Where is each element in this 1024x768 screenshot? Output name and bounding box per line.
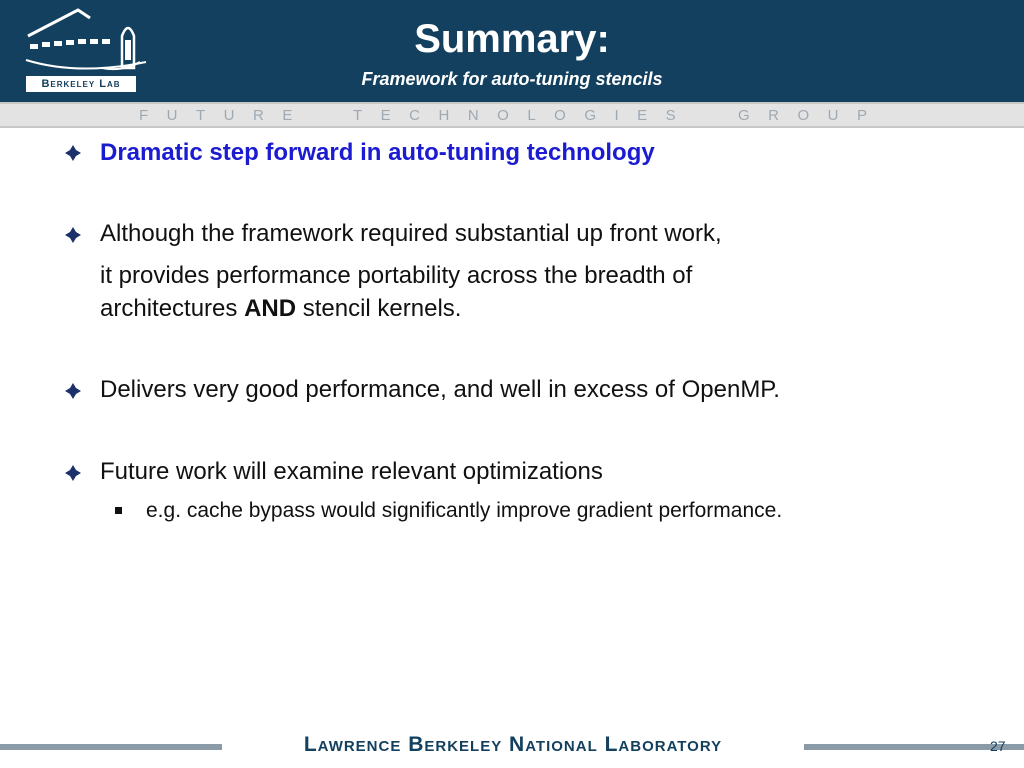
bullet-1-text: Dramatic step forward in auto-tuning technology xyxy=(100,139,655,166)
slide-subtitle: Framework for auto-tuning stencils xyxy=(361,69,663,89)
band-word-future: FUTURE xyxy=(139,107,311,124)
group-banner xyxy=(0,102,1024,128)
diamond-bullet-icon xyxy=(64,464,82,482)
bullet-2-line-3-post: stencil kernels. xyxy=(296,295,462,322)
diamond-bullet-icon xyxy=(64,382,82,400)
band-word-group: GROUP xyxy=(738,107,886,124)
berkeley-lab-logo-text: Berkeley Lab xyxy=(26,76,136,92)
slide-header xyxy=(0,0,1024,102)
bullet-2-line-2: it provides performance portability across the breadth of xyxy=(100,262,693,289)
slide-title: Summary: xyxy=(414,17,610,61)
bullet-2-line-3 xyxy=(100,292,980,326)
page-number: 27 xyxy=(990,738,1006,754)
diamond-bullet-icon xyxy=(64,144,82,162)
bullet-4-subitem: e.g. cache bypass would significantly improve gradient performance. xyxy=(146,499,783,522)
bullet-3-text: Delivers very good performance, and well in excess of OpenMP. xyxy=(100,376,780,403)
bullet-4-text: Future work will examine relevant optimizations xyxy=(100,458,603,485)
bullet-2-line-1: Although the framework required substantial up front work, xyxy=(100,220,722,247)
square-bullet-icon xyxy=(115,507,122,514)
footer-bar-left xyxy=(0,744,222,750)
band-word-technologies: TECHNOLOGIES xyxy=(353,107,695,124)
bullet-2-line-3-pre: architectures xyxy=(100,295,245,322)
bullet-2-and-emphasis: AND xyxy=(244,295,297,322)
diamond-bullet-icon xyxy=(64,226,82,244)
footer-lab-name: Lawrence Berkeley National Laboratory xyxy=(303,733,723,756)
